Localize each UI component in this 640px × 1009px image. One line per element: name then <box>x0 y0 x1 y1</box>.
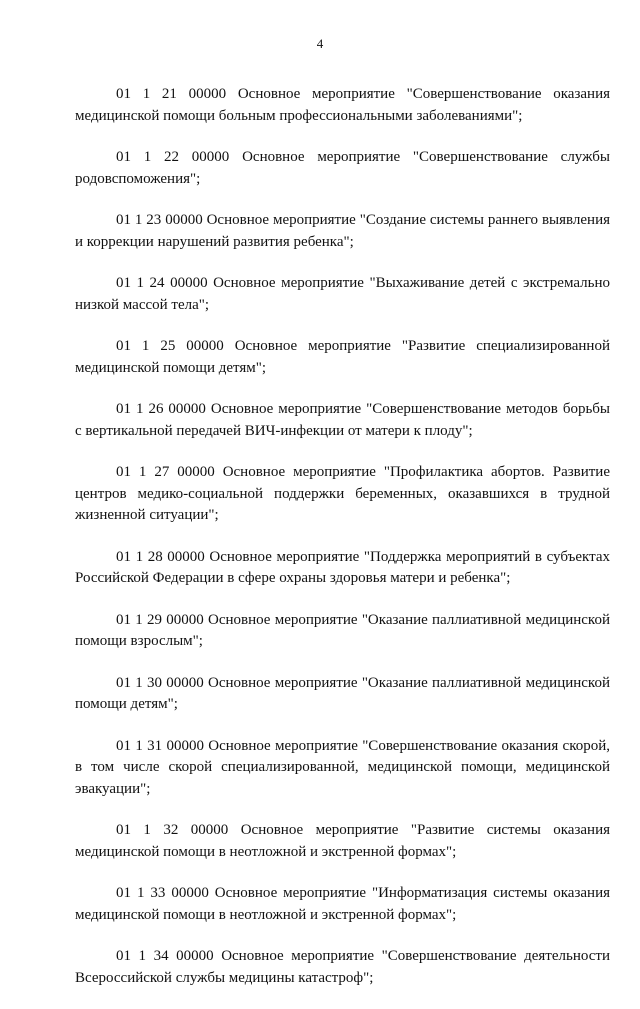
page-number: 4 <box>316 36 324 51</box>
paragraph-01-1-32: 01 1 32 00000 Основное мероприятие "Развитие системы оказания медицинской помощи в неотложной и экстренной формах"; <box>75 822 610 860</box>
paragraph-01-1-30: 01 1 30 00000 Основное мероприятие "Оказание паллиативной медицинской помощи детям"; <box>75 674 610 712</box>
paragraph-01-1-24: 01 1 24 00000 Основное мероприятие "Выхаживание детей с экстремально низкой массой тела"; <box>75 275 610 313</box>
paragraph-01-1-27: 01 1 27 00000 Основное мероприятие "Профилактика абортов. Развитие центров медико-социальной поддержки беременных, оказавшихся в трудной жизненной ситуации"; <box>75 464 610 523</box>
paragraph-01-1-34: 01 1 34 00000 Основное мероприятие "Совершенствование деятельности Всероссийской службы медицины катастроф"; <box>75 948 610 986</box>
paragraph-01-1-29: 01 1 29 00000 Основное мероприятие "Оказание паллиативной медицинской помощи взрослым"; <box>75 611 610 649</box>
paragraph-01-1-21: 01 1 21 00000 Основное мероприятие "Совершенствование оказания медицинской помощи больным профессиональными заболеваниями"; <box>75 86 610 124</box>
paragraph-01-1-33: 01 1 33 00000 Основное мероприятие "Информатизация системы оказания медицинской помощи в неотложной и экстренной формах"; <box>75 885 610 923</box>
paragraph-01-1-22: 01 1 22 00000 Основное мероприятие "Совершенствование службы родовспоможения"; <box>75 149 610 187</box>
paragraph-01-1-31: 01 1 31 00000 Основное мероприятие "Совершенствование оказания скорой, в том числе скорой специализированной, медицинской помощи, медицинской эвакуации"; <box>75 737 610 797</box>
paragraph-01-1-23: 01 1 23 00000 Основное мероприятие "Создание системы раннего выявления и коррекции нарушений развития ребенка"; <box>75 212 610 250</box>
document-body <box>75 84 610 1009</box>
paragraph-01-1-25: 01 1 25 00000 Основное мероприятие "Развитие специализированной медицинской помощи детям"; <box>75 338 610 376</box>
paragraph-01-1-28: 01 1 28 00000 Основное мероприятие "Поддержка мероприятий в субъектах Российской Федерации в сфере охраны здоровья матери и ребенка"; <box>75 548 610 586</box>
paragraph-01-1-26: 01 1 26 00000 Основное мероприятие "Совершенствование методов борьбы с вертикальной передачей ВИЧ-инфекции от матери к плоду"; <box>75 401 610 439</box>
